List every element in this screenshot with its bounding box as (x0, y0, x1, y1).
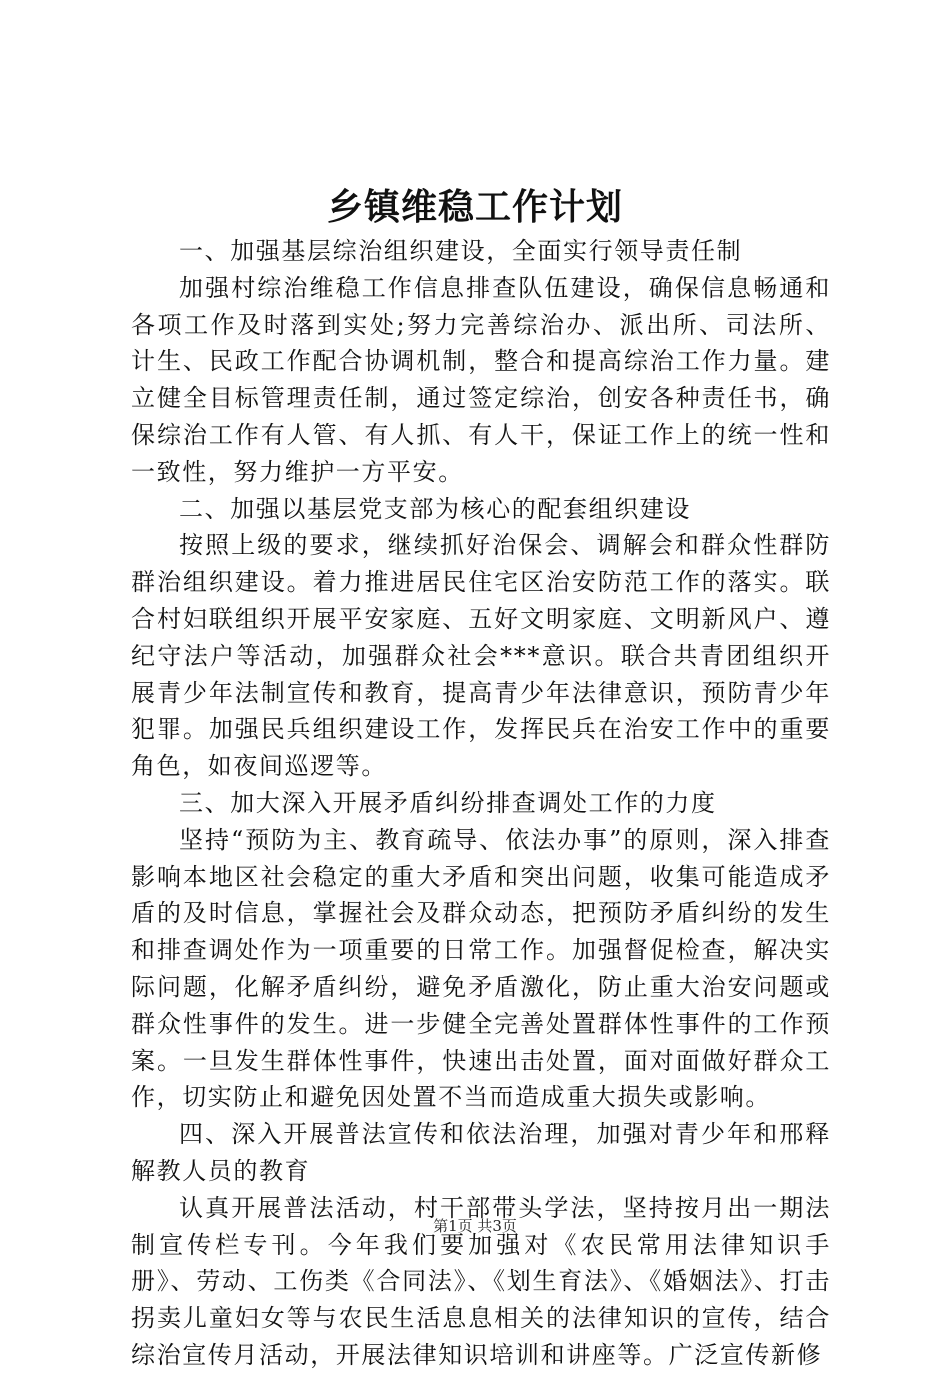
section-paragraph-1: 加强村综治维稳工作信息排查队伍建设，确保信息畅通和各项工作及时落到实处;努力完善综治办、派出所、司法所、计生、民政工作配合协调机制，整合和提高综治工作力量。建立健全目标管理责任制，通过签定综治，创安各种责任书，确保综治工作有人管、有人抓、有人干，保证工作上的统一性和一致性，努力维护一方平安。 (131, 273, 831, 486)
section-paragraph-4: 认真开展普法活动，村干部带头学法，坚持按月出一期法制宣传栏专刊。今年我们要加强对《农民常用法律知识手册》、劳动、工伤类《合同法》、《划生育法》、《婚姻法》、打击拐卖儿童妇女等与农民生活息息相关的法律知识的宣传，结合综治宣传月活动，开展法律知识培训和讲座等。广泛宣传新修 (131, 1193, 831, 1369)
section-heading-3: 三、加大深入开展矛盾纠纷排查调处工作的力度 (179, 788, 717, 817)
page-footer: 第1页 共3页 (433, 1217, 517, 1235)
section-paragraph-3: 坚持“预防为主、教育疏导、依法办事”的原则，深入排查影响本地区社会稳定的重大矛盾和突出问题，收集可能造成矛盾的及时信息，掌握社会及群众动态，把预防矛盾纠纷的发生和排查调处作为一项重要的日常工作。加强督促检查，解决实际问题，化解矛盾纠纷，避免矛盾激化，防止重大治安问题或群众性事件的发生。进一步健全完善处置群体性事件的工作预案。一旦发生群体性事件，快速出击处置，面对面做好群众工作，切实防止和避免因处置不当而造成重大损失或影响。 (131, 825, 831, 1112)
section-heading-2: 二、加强以基层党支部为核心的配套组织建设 (179, 494, 691, 523)
section-heading-4: 四、深入开展普法宣传和依法治理，加强对青少年和邢释解教人员的教育 (131, 1120, 831, 1185)
section-paragraph-2: 按照上级的要求，继续抓好治保会、调解会和群众性群防群治组织建设。着力推进居民住宅区治安防范工作的落实。联合村妇联组织开展平安家庭、五好文明家庭、文明新风户、遵纪守法户等活动，加强群众社会***意识。联合共青团组织开展青少年法制宣传和教育，提高青少年法律意识，预防青少年犯罪。加强民兵组织建设工作，发挥民兵在治安工作中的重要角色，如夜间巡逻等。 (131, 531, 831, 781)
document-body (131, 233, 831, 1374)
document-title: 乡镇维稳工作计划 (326, 186, 623, 228)
section-heading-1: 一、加强基层综治组织建设，全面实行领导责任制 (179, 237, 743, 265)
